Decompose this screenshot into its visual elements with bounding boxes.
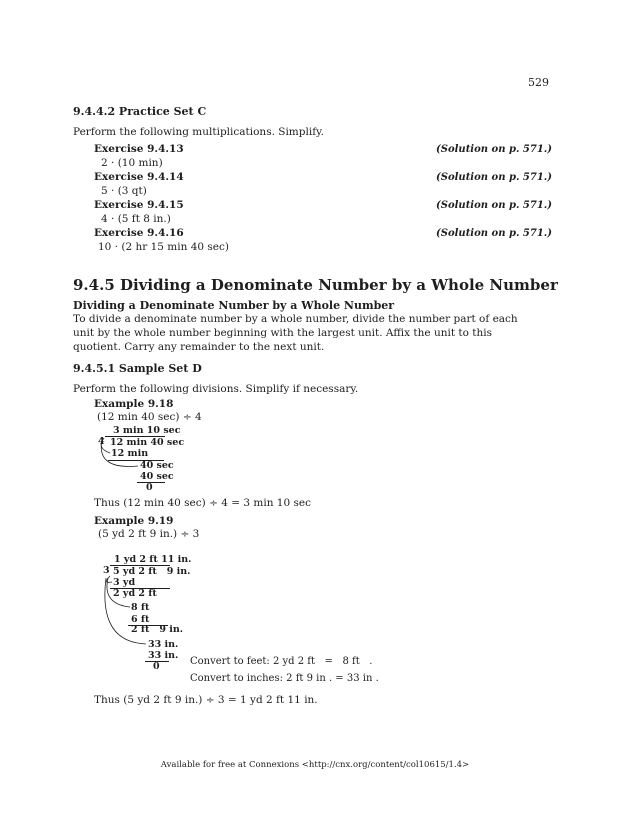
exercise-problem: 5 · (3 qt) — [101, 185, 147, 197]
step-line: 2 ft 9 in. — [131, 624, 184, 635]
exercise-title: Exercise 9.4.13 — [94, 143, 184, 155]
example-conclusion: Thus (5 yd 2 ft 9 in.) ÷ 3 = 1 yd 2 ft 11 in. — [94, 694, 318, 706]
footer: Available for free at Connexions <http://cnx.org/content/col10615/1.4> — [160, 760, 470, 770]
exercise-title: Exercise 9.4.16 — [94, 227, 184, 239]
practice-intro: Perform the following multiplications. Simplify. — [73, 126, 324, 138]
exercise-problem: 4 · (5 ft 8 in.) — [101, 213, 171, 225]
remainder: 0 — [146, 482, 153, 493]
carry-arrows — [96, 570, 156, 650]
practice-heading: 9.4.4.2 Practice Set C — [73, 105, 207, 118]
example-title: Example 9.18 — [94, 398, 174, 410]
solution-link[interactable]: (Solution on p. 571.) — [436, 144, 552, 155]
conversion-note: Convert to feet: 2 yd 2 ft = 8 ft . — [190, 656, 373, 667]
step-line: 6 ft — [131, 614, 150, 625]
exercise-problem: 10 · (2 hr 15 min 40 sec) — [98, 241, 229, 253]
page-number: 529 — [528, 76, 549, 89]
example-conclusion: Thus (12 min 40 sec) ÷ 4 = 3 min 10 sec — [94, 497, 311, 509]
carry-arrows — [92, 430, 152, 475]
step-line: 12 min — [111, 448, 149, 459]
section-heading: 9.4.5 Dividing a Denominate Number by a Whole Number — [73, 276, 558, 294]
step-line: 40 sec — [140, 471, 174, 482]
rule-text: To divide a denominate number by a whole number, divide the number part of each unit by the whole number beginning with the largest unit. Affix the unit to this quotient. Carry any remainder to the next unit. — [73, 313, 518, 353]
step-line: 8 ft — [131, 602, 150, 613]
solution-link[interactable]: (Solution on p. 571.) — [436, 200, 552, 211]
dividend: 12 min 40 sec — [110, 437, 185, 448]
rule-title: Dividing a Denominate Number by a Whole Number — [73, 299, 395, 312]
step-line: 33 in. — [148, 650, 179, 661]
step-line: 33 in. — [148, 639, 179, 650]
example-title: Example 9.19 — [94, 515, 174, 527]
divisor: 4 — [98, 436, 105, 447]
solution-link[interactable]: (Solution on p. 571.) — [436, 228, 552, 239]
dividend: 5 yd 2 ft 9 in. — [113, 566, 191, 577]
exercise-title: Exercise 9.4.15 — [94, 199, 184, 211]
step-line: 40 sec — [140, 460, 174, 471]
solution-link[interactable]: (Solution on p. 571.) — [436, 172, 552, 183]
example-problem: (5 yd 2 ft 9 in.) ÷ 3 — [98, 528, 200, 540]
quotient: 3 min 10 sec — [113, 425, 181, 436]
example-problem: (12 min 40 sec) ÷ 4 — [97, 411, 202, 423]
conversion-note: Convert to inches: 2 ft 9 in . = 33 in . — [190, 673, 379, 684]
exercise-title: Exercise 9.4.14 — [94, 171, 184, 183]
sample-heading: 9.4.5.1 Sample Set D — [73, 362, 202, 375]
quotient: 1 yd 2 ft 11 in. — [114, 554, 192, 565]
remainder: 0 — [153, 661, 160, 672]
step-line: 3 yd — [113, 577, 136, 588]
sample-intro: Perform the following divisions. Simplify if necessary. — [73, 383, 359, 395]
divisor: 3 — [103, 565, 110, 576]
exercise-problem: 2 · (10 min) — [101, 157, 163, 169]
step-line: 2 yd 2 ft — [113, 588, 157, 599]
